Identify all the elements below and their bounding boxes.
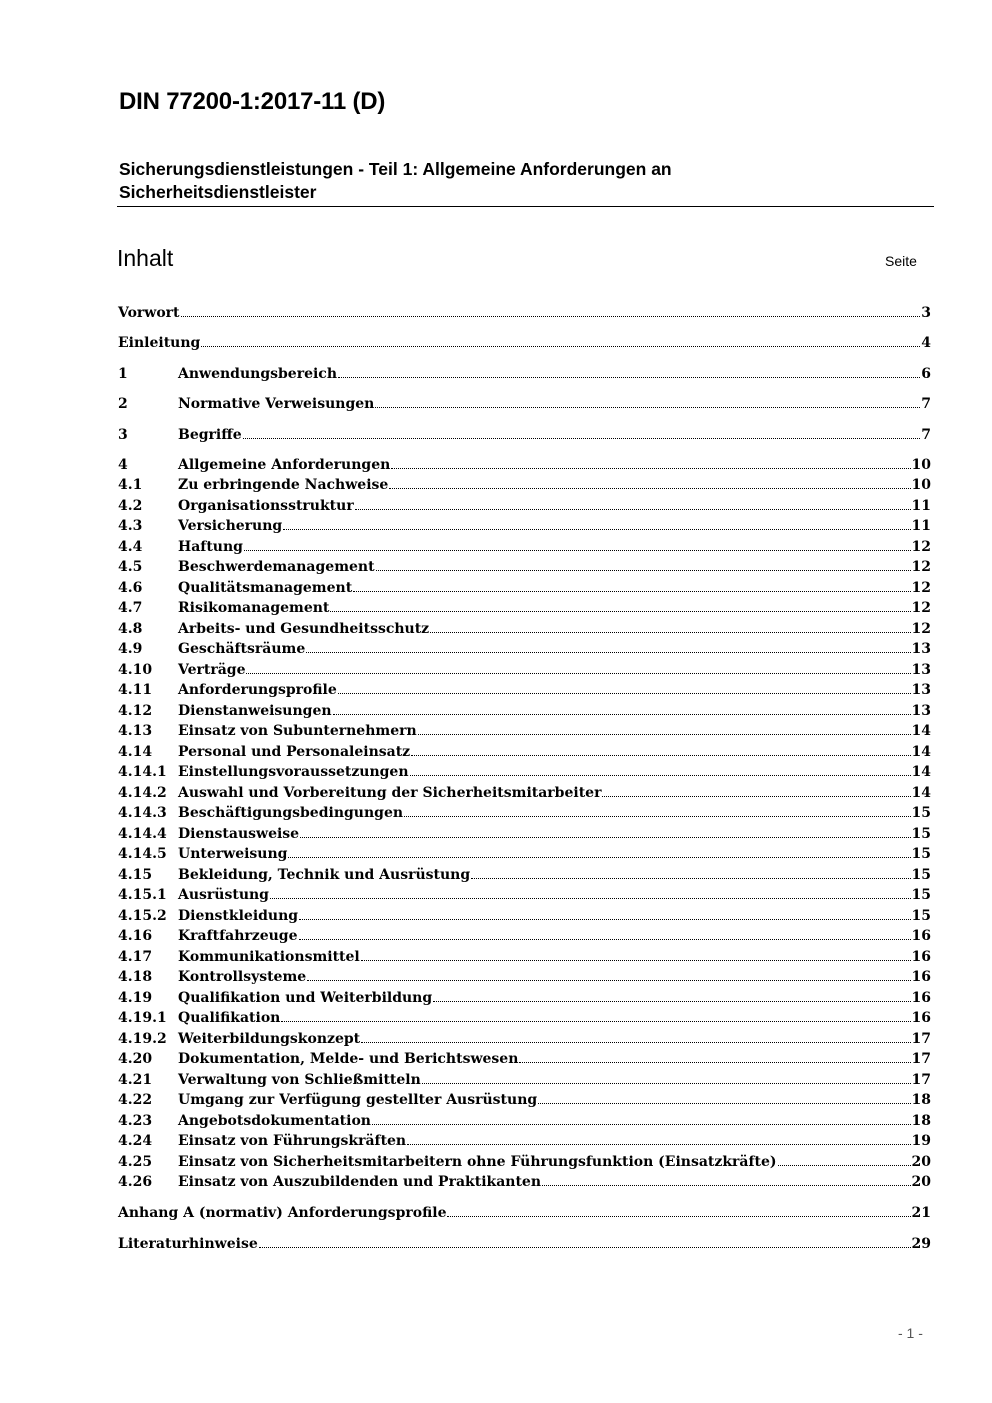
toc-entry-number: 4.20 [118, 1051, 153, 1067]
toc-entry-page: 11 [911, 498, 931, 514]
toc-dot-leader [361, 1028, 910, 1043]
toc-dot-leader [361, 946, 911, 961]
toc-entry-title: Normative Verweisungen [178, 396, 375, 412]
toc-entry-number: 4.7 [118, 600, 143, 616]
toc-entry-title: Beschäftigungsbedingungen [178, 805, 404, 821]
toc-dot-leader [389, 474, 910, 489]
toc-entry-page: 16 [911, 990, 931, 1006]
toc-entry-title: Bekleidung, Technik und Ausrüstung [178, 867, 471, 883]
toc-entry-title: Unterweisung [178, 846, 288, 862]
toc-entry[interactable] [118, 761, 931, 781]
toc-dot-leader [201, 332, 920, 347]
toc-entry-number: 4.15.1 [118, 887, 167, 903]
toc-entry-number: 1 [118, 366, 128, 382]
toc-dot-leader [519, 1048, 910, 1063]
toc-entry-number: 4.15.2 [118, 908, 167, 924]
toc-entry-title: Einsatz von Sicherheitsmitarbeitern ohne Führungsfunktion (Einsatzkräfte) [178, 1154, 777, 1170]
toc-entry-number: 4.9 [118, 641, 143, 657]
toc-dot-leader [300, 823, 910, 838]
toc-entry-title: Begriffe [178, 427, 242, 443]
toc-entry[interactable] [118, 597, 931, 617]
toc-entry[interactable] [118, 1089, 931, 1109]
toc-dot-leader [542, 1171, 910, 1186]
toc-dot-leader [375, 393, 920, 408]
toc-entry-title: Einsatz von Subunternehmern [178, 723, 417, 739]
toc-entry-page: 18 [911, 1113, 931, 1129]
toc-dot-leader [244, 536, 911, 551]
toc-entry-title: Dienstausweise [178, 826, 300, 842]
toc-entry[interactable] [118, 987, 931, 1007]
toc-entry-page: 15 [911, 826, 931, 842]
toc-entry[interactable] [118, 741, 931, 761]
toc-entry[interactable] [118, 1202, 931, 1222]
toc-entry-number: 4.22 [118, 1092, 153, 1108]
subtitle-line-1: Sicherungsdienstleistungen - Teil 1: Allgemeine Anforderungen an [119, 159, 672, 179]
toc-entry-page: 17 [911, 1031, 931, 1047]
toc-entry-title: Dienstkleidung [178, 908, 299, 924]
toc-entry-number: 4.17 [118, 949, 153, 965]
toc-entry[interactable] [118, 1007, 931, 1027]
toc-entry-page: 29 [911, 1236, 931, 1252]
toc-entry-page: 19 [911, 1133, 931, 1149]
toc-entry[interactable] [118, 1028, 931, 1048]
toc-entry[interactable] [118, 393, 931, 413]
toc-entry-title: Anforderungsprofile [178, 682, 337, 698]
toc-entry-number: 4.14.4 [118, 826, 167, 842]
toc-entry-page: 6 [921, 366, 931, 382]
toc-dot-leader [333, 700, 911, 715]
toc-dot-leader [422, 1069, 911, 1084]
toc-entry[interactable] [118, 474, 931, 494]
toc-entry-number: 4.23 [118, 1113, 153, 1129]
toc-entry[interactable] [118, 454, 931, 474]
toc-entry-title: Qualifikation und Weiterbildung [178, 990, 433, 1006]
toc-dot-leader [281, 1007, 910, 1022]
toc-entry-title: Ausrüstung [178, 887, 269, 903]
toc-entry-number: 4.11 [118, 682, 153, 698]
toc-entry-title: Kontrollsysteme [178, 969, 307, 985]
toc-dot-leader [270, 884, 911, 899]
toc-entry[interactable] [118, 1171, 931, 1191]
toc-entry-title: Risikomanagement [178, 600, 330, 616]
toc-entry-number: 4.13 [118, 723, 153, 739]
toc-entry[interactable] [118, 823, 931, 843]
toc-entry-title: Umgang zur Verfügung gestellter Ausrüstung [178, 1092, 538, 1108]
toc-entry-page: 20 [911, 1174, 931, 1190]
toc-entry-page: 12 [911, 600, 931, 616]
toc-entry[interactable] [118, 966, 931, 986]
toc-entry-number: 4.19.2 [118, 1031, 167, 1047]
toc-entry-title: Auswahl und Vorbereitung der Sicherheitsmitarbeiter [178, 785, 602, 801]
toc-entry[interactable] [118, 495, 931, 515]
toc-dot-leader [391, 454, 910, 469]
toc-dot-leader [778, 1151, 911, 1166]
toc-dot-leader [338, 363, 920, 378]
toc-dot-leader [602, 782, 910, 797]
toc-dot-leader [355, 495, 911, 510]
toc-entry-page: 14 [911, 764, 931, 780]
toc-entry-page: 16 [911, 928, 931, 944]
toc-entry-number: 4.14 [118, 744, 153, 760]
toc-entry-title: Einleitung [118, 335, 201, 351]
toc-entry[interactable] [118, 638, 931, 658]
toc-entry-page: 21 [911, 1205, 931, 1221]
toc-dot-leader [538, 1089, 910, 1104]
toc-entry-number: 4.14.1 [118, 764, 167, 780]
toc-entry-title: Qualifikation [178, 1010, 281, 1026]
toc-entry-number: 4.16 [118, 928, 153, 944]
toc-entry-number: 2 [118, 396, 128, 412]
toc-entry-title: Personal und Personaleinsatz [178, 744, 411, 760]
toc-entry-page: 15 [911, 887, 931, 903]
toc-entry-page: 16 [911, 949, 931, 965]
toc-entry-number: 4.10 [118, 662, 153, 678]
toc-entry-page: 17 [911, 1072, 931, 1088]
toc-entry-page: 13 [911, 641, 931, 657]
toc-entry-page: 15 [911, 846, 931, 862]
toc-entry-number: 4.8 [118, 621, 143, 637]
toc-entry-page: 15 [911, 867, 931, 883]
toc-entry[interactable] [118, 1069, 931, 1089]
toc-dot-leader [433, 987, 910, 1002]
toc-entry-title: Anwendungsbereich [178, 366, 337, 382]
toc-entry-number: 4.19.1 [118, 1010, 167, 1026]
toc-entry-page: 17 [911, 1051, 931, 1067]
toc-entry-page: 3 [921, 305, 931, 321]
page-number: - 1 - [898, 1325, 923, 1341]
toc-entry-title: Anhang A (normativ) Anforderungsprofile [118, 1205, 447, 1221]
toc-entry-title: Zu erbringende Nachweise [178, 477, 389, 493]
toc-entry-title: Versicherung [178, 518, 283, 534]
toc-entry-title: Haftung [178, 539, 243, 555]
toc-dot-leader [181, 302, 921, 317]
toc-dot-leader [372, 1110, 911, 1125]
toc-entry-page: 11 [911, 518, 931, 534]
toc-entry[interactable] [118, 884, 931, 904]
toc-entry-page: 16 [911, 969, 931, 985]
toc-dot-leader [471, 864, 910, 879]
toc-entry-number: 4.19 [118, 990, 153, 1006]
toc-entry-title: Geschäftsräume [178, 641, 306, 657]
toc-entry-page: 10 [911, 457, 931, 473]
toc-dot-leader [410, 761, 911, 776]
toc-dot-leader [330, 597, 910, 612]
toc-entry-page: 13 [911, 703, 931, 719]
toc-dot-leader [259, 1233, 911, 1248]
toc-entry-page: 4 [921, 335, 931, 351]
toc-entry[interactable] [118, 1110, 931, 1130]
toc-entry-number: 4.14.2 [118, 785, 167, 801]
toc-entry-page: 14 [911, 723, 931, 739]
toc-entry-number: 4.4 [118, 539, 143, 555]
toc-entry[interactable] [118, 905, 931, 925]
toc-entry[interactable] [118, 679, 931, 699]
toc-dot-leader [243, 424, 921, 439]
toc-entry-title: Organisationsstruktur [178, 498, 354, 514]
toc-entry-number: 4 [118, 457, 128, 473]
toc-dot-leader [283, 515, 910, 530]
toc-entry-number: 4.24 [118, 1133, 153, 1149]
toc-entry-page: 7 [921, 396, 931, 412]
toc-entry[interactable] [118, 659, 931, 679]
toc-entry[interactable] [118, 515, 931, 535]
toc-entry-number: 4.1 [118, 477, 143, 493]
toc-entry[interactable] [118, 864, 931, 884]
toc-entry-page: 18 [911, 1092, 931, 1108]
toc-entry[interactable] [118, 618, 931, 638]
toc-entry-page: 14 [911, 785, 931, 801]
toc-entry[interactable] [118, 843, 931, 863]
toc-heading: Inhalt [117, 245, 174, 271]
toc-entry-page: 13 [911, 682, 931, 698]
toc-entry[interactable] [118, 782, 931, 802]
toc-entry[interactable] [118, 720, 931, 740]
toc-entry-title: Arbeits- und Gesundheitsschutz [178, 621, 430, 637]
toc-dot-leader [307, 966, 910, 981]
toc-entry[interactable] [118, 802, 931, 822]
toc-entry-title: Angebotsdokumentation [178, 1113, 371, 1129]
toc-entry-page: 12 [911, 539, 931, 555]
toc-dot-leader [288, 843, 910, 858]
toc-dot-leader [407, 1130, 910, 1145]
toc-entry-page: 12 [911, 621, 931, 637]
toc-dot-leader [418, 720, 911, 735]
toc-entry[interactable] [118, 536, 931, 556]
toc-entry-page: 7 [921, 427, 931, 443]
toc-entry-title: Dienstanweisungen [178, 703, 332, 719]
toc-entry-number: 4.3 [118, 518, 143, 534]
toc-entry[interactable] [118, 556, 931, 576]
toc-page-label: Seite [885, 253, 917, 269]
toc-entry-page: 14 [911, 744, 931, 760]
toc-entry-title: Beschwerdemanagement [178, 559, 375, 575]
toc-entry-number: 4.14.5 [118, 846, 167, 862]
toc-entry-title: Einstellungsvoraussetzungen [178, 764, 409, 780]
toc-entry[interactable] [118, 700, 931, 720]
toc-entry[interactable] [118, 332, 931, 352]
toc-entry-title: Verträge [178, 662, 246, 678]
subtitle-line-2: Sicherheitsdienstleister [119, 182, 317, 202]
toc-entry-number: 4.25 [118, 1154, 153, 1170]
toc-entry-number: 4.15 [118, 867, 153, 883]
toc-entry-page: 16 [911, 1010, 931, 1026]
toc-entry-title: Weiterbildungskonzept [178, 1031, 361, 1047]
toc-entry-title: Kommunikationsmittel [178, 949, 360, 965]
toc-entry-number: 3 [118, 427, 128, 443]
document-id: DIN 77200-1:2017-11 (D) [119, 88, 386, 115]
toc-entry[interactable] [118, 1048, 931, 1068]
toc-entry-page: 15 [911, 805, 931, 821]
toc-entry[interactable] [118, 424, 931, 444]
toc-entry-number: 4.21 [118, 1072, 153, 1088]
toc-entry-page: 12 [911, 580, 931, 596]
toc-entry-title: Dokumentation, Melde- und Berichtswesen [178, 1051, 519, 1067]
toc-dot-leader [353, 577, 910, 592]
toc-entry-title: Einsatz von Auszubildenden und Praktikanten [178, 1174, 542, 1190]
toc-dot-leader [306, 638, 910, 653]
toc-dot-leader [430, 618, 910, 633]
toc-entry-page: 10 [911, 477, 931, 493]
toc-entry[interactable] [118, 925, 931, 945]
document-subtitle [119, 158, 819, 204]
toc-entry[interactable] [118, 1151, 931, 1171]
toc-entry-number: 4.2 [118, 498, 143, 514]
toc-entry-page: 12 [911, 559, 931, 575]
toc-entry[interactable] [118, 363, 931, 383]
toc-dot-leader [447, 1202, 910, 1217]
toc-entry-number: 4.6 [118, 580, 143, 596]
toc-entry-title: Qualitätsmanagement [178, 580, 353, 596]
toc-dot-leader [376, 556, 911, 571]
toc-entry-page: 15 [911, 908, 931, 924]
toc-entry-number: 4.12 [118, 703, 153, 719]
toc-entry-title: Vorwort [118, 305, 180, 321]
toc-dot-leader [299, 905, 910, 920]
toc-entry-title: Literaturhinweise [118, 1236, 258, 1252]
toc-entry-title: Allgemeine Anforderungen [178, 457, 391, 473]
toc-entry[interactable] [118, 1233, 931, 1253]
toc-entry[interactable] [118, 302, 931, 322]
toc-dot-leader [338, 679, 911, 694]
header-rule [117, 206, 934, 207]
toc-dot-leader [404, 802, 910, 817]
toc-entry-page: 13 [911, 662, 931, 678]
toc-dot-leader [411, 741, 910, 756]
toc-dot-leader [246, 659, 910, 674]
toc-entry-number: 4.5 [118, 559, 143, 575]
toc-entry-title: Verwaltung von Schließmitteln [178, 1072, 421, 1088]
toc-entry-title: Einsatz von Führungskräften [178, 1133, 407, 1149]
toc-entry-page: 20 [911, 1154, 931, 1170]
toc-entry[interactable] [118, 946, 931, 966]
toc-entry-number: 4.18 [118, 969, 153, 985]
toc-entry-number: 4.14.3 [118, 805, 167, 821]
toc-entry-title: Kraftfahrzeuge [178, 928, 298, 944]
toc-dot-leader [299, 925, 911, 940]
toc-entry[interactable] [118, 577, 931, 597]
toc-entry-number: 4.26 [118, 1174, 153, 1190]
toc-entry[interactable] [118, 1130, 931, 1150]
